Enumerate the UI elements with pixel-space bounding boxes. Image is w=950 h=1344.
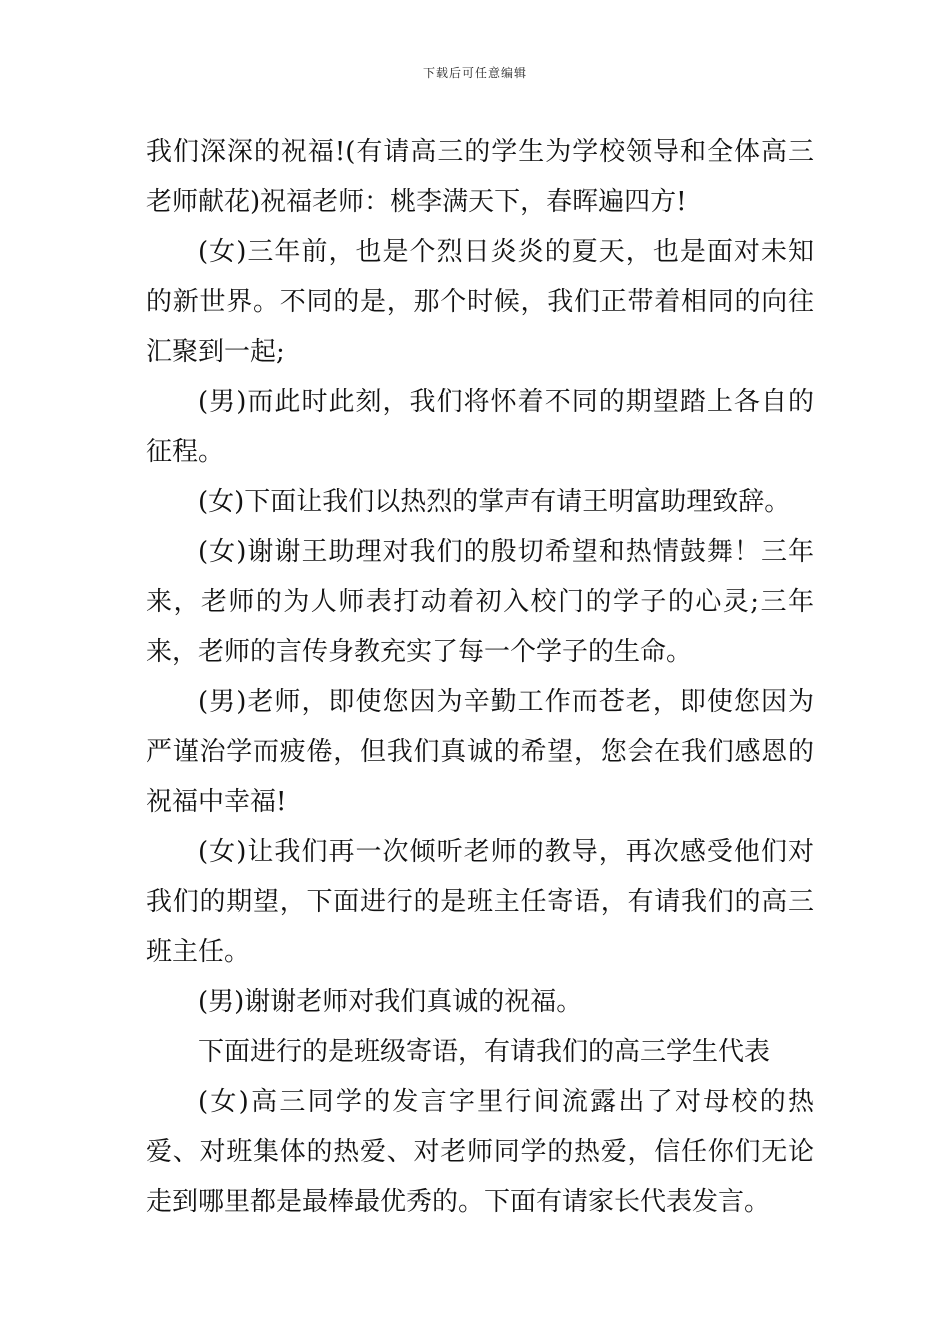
paragraph-10: (女)高三同学的发言字里行间流露出了对母校的热爱、对班集体的热爱、对老师同学的热爱，信任你们无论走到哪里都是最棒最优秀的。下面有请家长代表发言。 <box>146 1087 814 1217</box>
paragraph-4: (女)下面让我们以热烈的掌声有请王明富助理致辞。 <box>198 487 791 517</box>
paragraph-3: (男)而此时此刻，我们将怀着不同的期望踏上各自的征程。 <box>146 387 814 467</box>
paragraph-8: (男)谢谢老师对我们真诚的祝福。 <box>198 987 583 1017</box>
paragraph-9: 下面进行的是班级寄语，有请我们的高三学生代表 <box>198 1037 771 1067</box>
paragraph-2: (女)三年前，也是个烈日炎炎的夏天，也是面对未知的新世界。不同的是，那个时候，我们正带着相同的向往汇聚到一起; <box>146 237 814 367</box>
paragraph-5: (女)谢谢王助理对我们的殷切希望和热情鼓舞！三年来，老师的为人师表打动着初入校门的学子的心灵;三年来，老师的言传身教充实了每一个学子的生命。 <box>146 537 814 667</box>
page-header-note: 下载后可任意编辑 <box>422 66 527 80</box>
paragraph-1: 我们深深的祝福!(有请高三的学生为学校领导和全体高三老师献花)祝福老师：桃李满天下，春晖遍四方! <box>146 137 814 217</box>
document-body <box>146 127 814 1227</box>
paragraph-7: (女)让我们再一次倾听老师的教导，再次感受他们对我们的期望，下面进行的是班主任寄语，有请我们的高三班主任。 <box>146 837 814 967</box>
paragraph-6: (男)老师，即使您因为辛勤工作而苍老，即使您因为严谨治学而疲倦，但我们真诚的希望，您会在我们感恩的祝福中幸福! <box>146 687 814 817</box>
